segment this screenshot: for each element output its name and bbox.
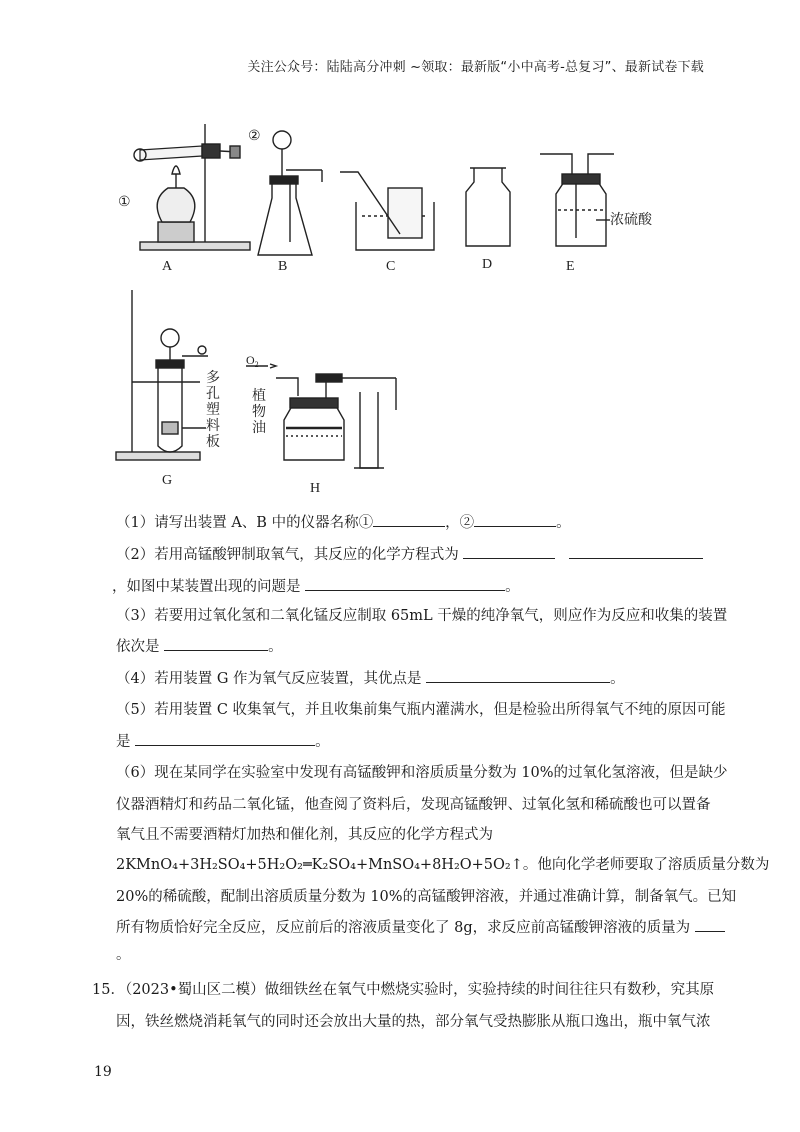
question-4: （4）若用装置 G 作为氧气反应装置，其优点是 。 xyxy=(116,668,625,689)
label-conc-acid: 浓硫酸 xyxy=(610,213,652,228)
label-porous-4: 料 xyxy=(206,418,220,434)
question-5: （5）若用装置 C 收集氧气，并且收集前集气瓶内灌满水，但是检验出所得氧气不纯的原因可能 xyxy=(116,702,726,718)
label-d: D xyxy=(482,257,493,272)
apparatus-a xyxy=(134,124,250,250)
label-oil-3: 油 xyxy=(252,420,266,436)
label-circle-1: ① xyxy=(118,195,131,210)
answer-blank-5[interactable] xyxy=(305,576,505,591)
page-number: 19 xyxy=(94,1064,112,1080)
page-header: 关注公众号：陆陆高分冲刺 ~领取：最新版“小中高考-总复习”、最新试卷下载 xyxy=(247,60,704,75)
answer-blank-9[interactable] xyxy=(695,917,725,932)
answer-blank-8[interactable] xyxy=(135,731,315,746)
question-6-line3: 氧气且不需要酒精灯加热和催化剂，其反应的化学方程式为 xyxy=(116,827,493,843)
question-1-text: （1）请写出装置 A、B 中的仪器名称① xyxy=(116,515,374,531)
label-a: A xyxy=(162,259,173,274)
answer-blank-4[interactable] xyxy=(569,544,703,559)
label-porous-3: 塑 xyxy=(206,402,220,418)
question-3: （3）若要用过氧化氢和二氧化锰反应制取 65mL 干燥的纯净氧气，则应作为反应和收集的装置 xyxy=(116,608,728,624)
label-circle-2: ② xyxy=(248,129,261,144)
apparatus-h xyxy=(246,364,396,468)
label-oil-1: 植 xyxy=(252,388,266,404)
question-6-line5: 20%的稀硫酸，配制出溶质质量分数为 10%的高锰酸钾溶液，并通过准确计算，制备氧气。已知 xyxy=(116,889,737,905)
question-15-line2: 因，铁丝燃烧消耗氧气的同时还会放出大量的热，部分氧气受热膨胀从瓶口逸出，瓶中氧气浓 xyxy=(116,1014,711,1030)
label-b: B xyxy=(278,259,288,274)
chemical-equation: 2KMnO₄+3H₂SO₄+5H₂O₂═K₂SO₄+MnSO₄+8H₂O+5O₂↑ xyxy=(116,857,523,873)
question-3-line2: 依次是 。 xyxy=(116,636,283,657)
apparatus-figures xyxy=(110,110,710,500)
question-6-end: 。 xyxy=(116,947,131,963)
question-1-sep: ，② xyxy=(445,515,475,531)
label-porous-5: 板 xyxy=(206,434,220,450)
label-oil-2: 物 xyxy=(252,404,266,420)
answer-blank-6[interactable] xyxy=(164,636,268,651)
question-6-line6: 所有物质恰好完全反应，反应前后的溶液质量变化了 8g，求反应前高锰酸钾溶液的质量为 xyxy=(116,917,725,938)
apparatus-b xyxy=(258,131,322,255)
answer-blank-2[interactable] xyxy=(474,512,556,527)
label-e: E xyxy=(566,259,575,274)
label-h: H xyxy=(310,481,321,496)
answer-blank-1[interactable] xyxy=(373,512,445,527)
label-o2: $O_2$ xyxy=(246,353,259,369)
question-15: 15．（2023•蜀山区二模）做细铁丝在氧气中燃烧实验时，实验持续的时间往往只有数秒，究其原 xyxy=(92,982,715,998)
label-c: C xyxy=(386,259,396,274)
question-1: （1）请写出装置 A、B 中的仪器名称① ，② 。 xyxy=(116,512,571,533)
answer-blank-7[interactable] xyxy=(426,668,610,683)
question-6: （6）现在某同学在实验室中发现有高锰酸钾和溶质质量分数为 10%的过氧化氢溶液，但是缺少 xyxy=(116,765,728,781)
apparatus-d xyxy=(466,168,510,246)
apparatus-e xyxy=(540,154,614,246)
label-porous-2: 孔 xyxy=(206,386,220,402)
label-g: G xyxy=(162,473,173,488)
apparatus-g xyxy=(116,290,208,460)
question-6-line2: 仪器酒精灯和药品二氧化锰，他查阅了资料后，发现高锰酸钾、过氧化氢和稀硫酸也可以置备 xyxy=(116,797,711,813)
apparatus-c xyxy=(340,172,434,250)
question-6-line4: 2KMnO₄+3H₂SO₄+5H₂O₂═K₂SO₄+MnSO₄+8H₂O+5O₂↑。他向化学老师要取了溶质质量分数为 xyxy=(116,857,770,873)
label-porous-1: 多 xyxy=(206,370,220,386)
question-5-line2: 是 。 xyxy=(116,731,330,752)
question-2: （2）若用高锰酸钾制取氧气，其反应的化学方程式为 xyxy=(116,544,703,565)
question-2-line2: ，如图中某装置出现的问题是 。 xyxy=(112,576,520,597)
answer-blank-3[interactable] xyxy=(463,544,555,559)
